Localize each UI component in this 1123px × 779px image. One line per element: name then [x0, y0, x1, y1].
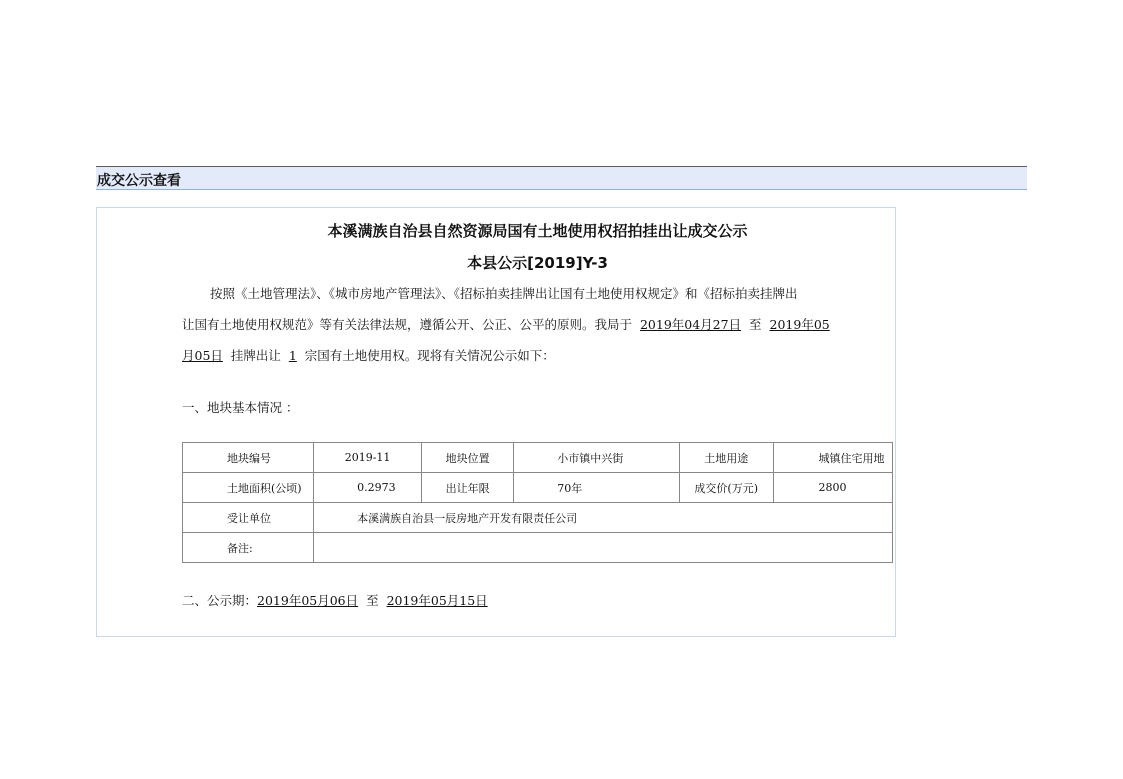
parcel-count: 1: [288, 348, 297, 363]
listing-end-date-part2: 月05日: [182, 348, 223, 363]
to-word: 至: [749, 317, 762, 332]
publicity-start-date: 2019年05月06日: [257, 593, 359, 608]
listing-start-date: 2019年04月27日: [639, 317, 742, 332]
notice-panel: [96, 207, 896, 637]
section-1-heading: 一、地块基本情况 ：: [182, 400, 299, 415]
listing-end-date-part1: 2019年05: [769, 317, 830, 332]
term-label: 出让年限: [422, 473, 514, 503]
intro-line-2-prefix: 让国有土地使用权规范》等有关法律法规，遵循公开、公正、公平的原则。我局于: [182, 317, 633, 332]
grantee-label: 受让单位: [183, 503, 314, 533]
intro-line-3-mid: 挂牌出让: [230, 348, 281, 363]
notice-title: 本溪满族自治县自然资源局国有土地使用权招拍挂出让成交公示: [327, 222, 748, 240]
table-row: [183, 533, 893, 563]
intro-line-3-suffix: 宗国有土地使用权。现将有关情况公示如下：: [304, 348, 555, 363]
term-value: 70年: [514, 473, 680, 503]
use-label: 土地用途: [679, 443, 773, 473]
page-title: 成交公示查看: [97, 173, 181, 189]
area-value: 0.2973: [314, 473, 422, 503]
use-value: 城镇住宅用地: [773, 443, 892, 473]
intro-line-2: [182, 309, 893, 340]
notice-content: [182, 208, 893, 636]
remark-label: 备注:: [183, 533, 314, 563]
price-value: 2800: [773, 473, 892, 503]
table-row: [183, 473, 893, 503]
location-value: 小市镇中兴街: [514, 443, 680, 473]
publicity-end-date: 2019年05月15日: [386, 593, 488, 608]
intro-line-3: [182, 340, 893, 371]
remark-value: [314, 533, 893, 563]
land-info-table: [182, 442, 893, 563]
section-2-publicity: [182, 591, 488, 609]
table-row: [183, 443, 893, 473]
table-row: [183, 503, 893, 533]
location-label: 地块位置: [422, 443, 514, 473]
header-bar: [96, 166, 1027, 190]
intro-line-1: 按照《土地管理法》、《城市房地产管理法》、《招标拍卖挂牌出让国有土地使用权规定》和《招标拍卖挂牌出: [210, 286, 798, 301]
publicity-to-word: 至: [366, 593, 379, 608]
section-2-label: 二、公示期：: [182, 593, 258, 608]
price-label: 成交价(万元): [679, 473, 773, 503]
area-label: 土地面积(公顷): [183, 473, 314, 503]
notice-doc-number: 本县公示[2019]Y-3: [467, 254, 608, 272]
parcel-no-value: 2019-11: [314, 443, 422, 473]
parcel-no-label: 地块编号: [183, 443, 314, 473]
intro-paragraph: [182, 278, 893, 371]
grantee-value: 本溪满族自治县一辰房地产开发有限责任公司: [314, 503, 893, 533]
